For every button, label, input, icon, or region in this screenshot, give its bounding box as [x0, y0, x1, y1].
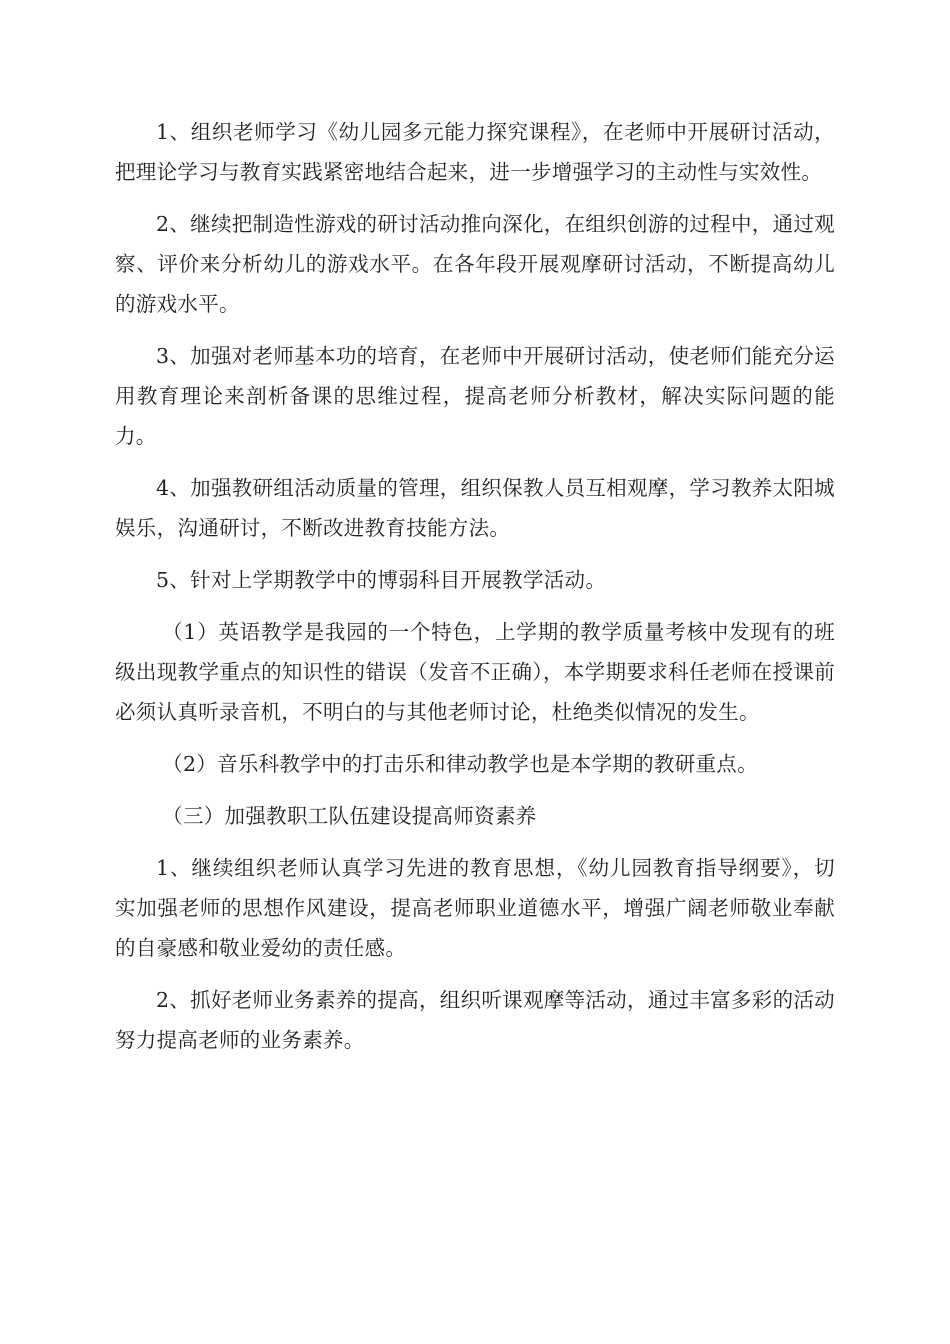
paragraph-3: 3、加强对老师基本功的培育，在老师中开展研讨活动，使老师们能充分运用教育理论来剖析备课的思维过程，提高老师分析教材，解决实际问题的能力。	[115, 344, 835, 448]
document-body	[115, 112, 835, 1072]
paragraph-7: （2）音乐科教学中的打击乐和律动教学也是本学期的教研重点。	[162, 752, 758, 776]
section-heading: （三）加强教职工队伍建设提高师资素养	[162, 804, 537, 828]
paragraph-6: （1）英语教学是我园的一个特色，上学期的教学质量考核中发现有的班级出现教学重点的知识性的错误（发音不正确），本学期要求科任老师在授课前必须认真听录音机，不明白的与其他老师讨论，杜绝类似情况的发生。	[115, 620, 835, 724]
paragraph-5: 5、针对上学期教学中的博弱科目开展教学活动。	[156, 568, 607, 592]
paragraph-4: 4、加强教研组活动质量的管理，组织保教人员互相观摩，学习教养太阳城娱乐，沟通研讨，不断改进教育技能方法。	[115, 476, 835, 540]
paragraph-10: 2、抓好老师业务素养的提高，组织听课观摩等活动，通过丰富多彩的活动努力提高老师的业务素养。	[115, 988, 835, 1052]
paragraph-1: 1、组织老师学习《幼儿园多元能力探究课程》，在老师中开展研讨活动，把理论学习与教育实践紧密地结合起来，进一步增强学习的主动性与实效性。	[115, 120, 835, 184]
paragraph-2: 2、继续把制造性游戏的研讨活动推向深化，在组织创游的过程中，通过观察、评价来分析幼儿的游戏水平。在各年段开展观摩研讨活动，不断提高幼儿的游戏水平。	[115, 212, 835, 316]
paragraph-9: 1、继续组织老师认真学习先进的教育思想，《幼儿园教育指导纲要》，切实加强老师的思想作风建设，提高老师职业道德水平，增强广阔老师敬业奉献的自豪感和敬业爱幼的责任感。	[115, 856, 835, 960]
